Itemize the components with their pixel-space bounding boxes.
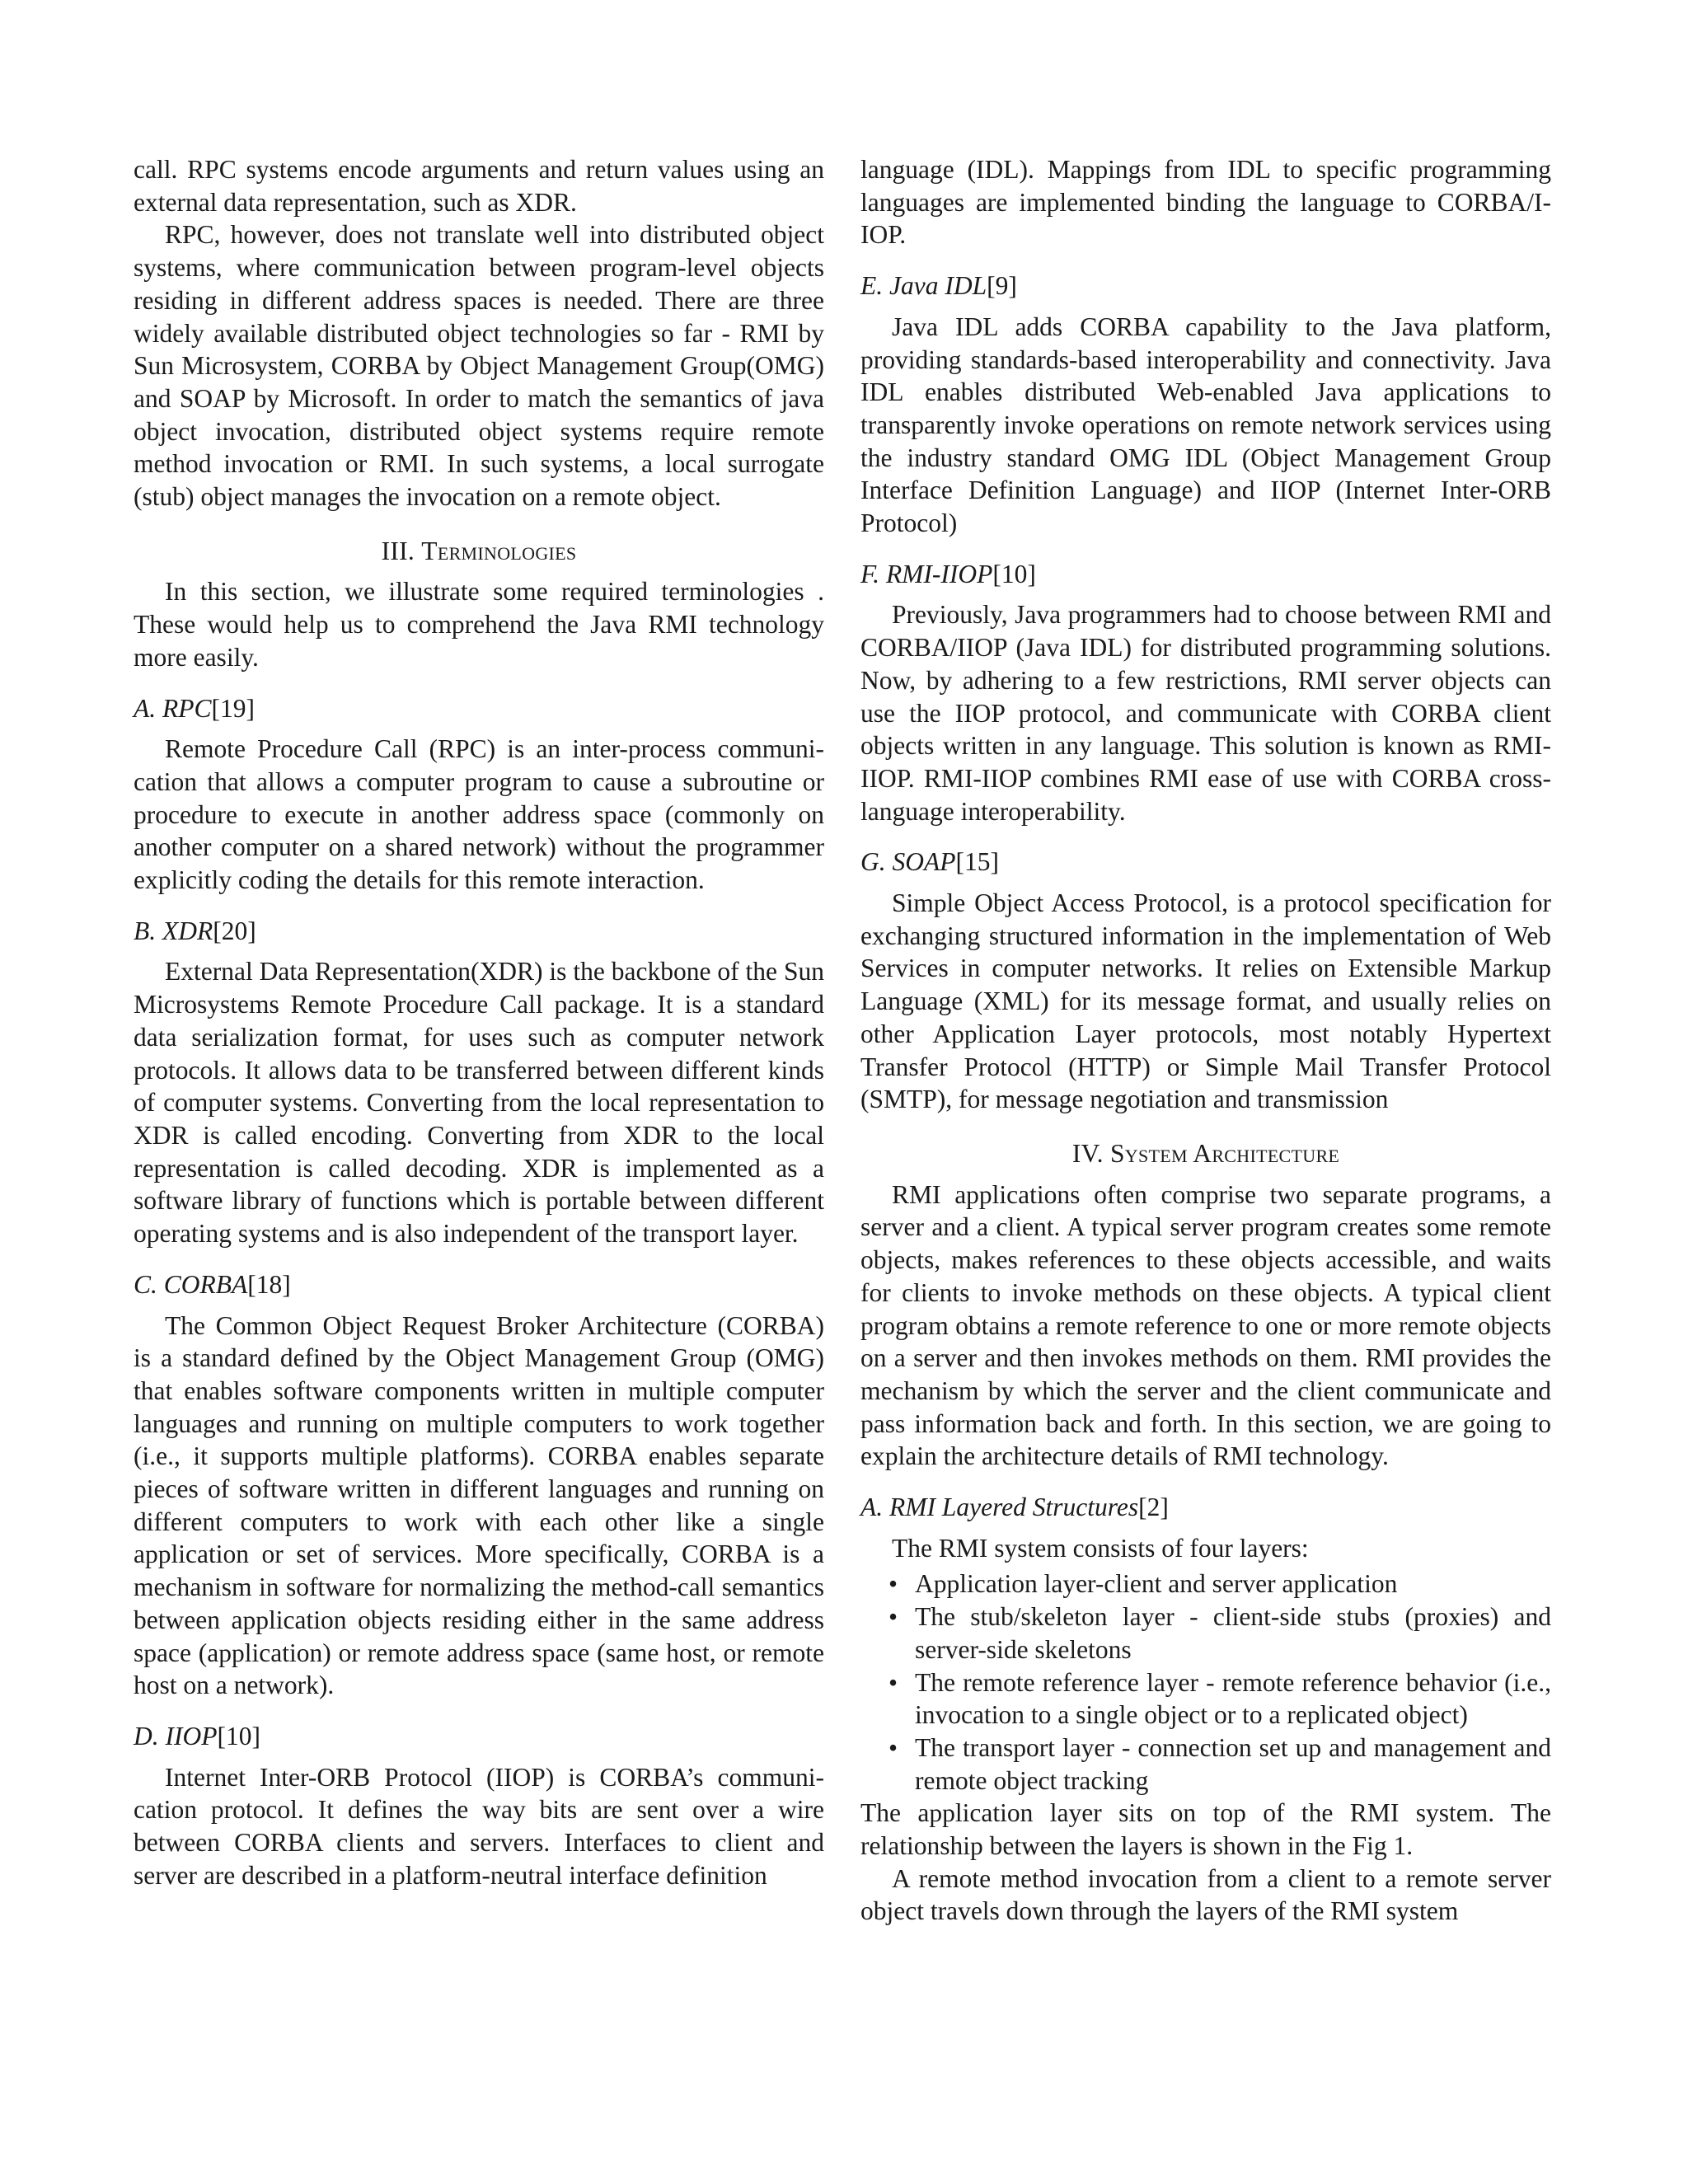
citation: [10] — [217, 1721, 260, 1750]
citation: [2] — [1138, 1493, 1169, 1522]
layers-after: The application layer sits on top of the RMI system. The relationship between the layers is shown in the Fig 1. — [860, 1798, 1551, 1861]
left-column — [134, 153, 824, 2032]
subsection-name: IIOP — [165, 1721, 218, 1750]
continued-paragraph: language (IDL). Mappings from IDL to specific programming languages are implemented binding the language to CORBA/I-IOP. — [860, 155, 1551, 250]
subsection-label: F. — [860, 559, 880, 588]
subsection-name: RMI Layered Structures — [889, 1493, 1139, 1522]
subsection-name: RMI-IIOP — [885, 559, 993, 588]
subsection-label: A. — [860, 1493, 884, 1522]
section-heading-terminologies — [134, 535, 824, 568]
subsection-text-soap: Simple Object Access Protocol, is a protocol specification for exchanging structured information in the implementation of Web Services in computer networks. It relies on Extensible Markup Language (XML) for its message format, and usually relies on other Application Layer protocols, most notably Hypertext Transfer Protocol (HTTP) or Simple Mail Transfer Protocol (SMTP), for message negotiation and transmission — [860, 888, 1551, 1114]
subsection-label: G. — [860, 847, 886, 877]
section-number: III. — [381, 536, 415, 565]
subsection-name: SOAP — [892, 847, 956, 877]
section-heading-system-architecture — [860, 1137, 1551, 1170]
subsection-text-corba: The Common Object Request Broker Architecture (CORBA) is a standard defined by the Object Management Group (OMG) that enables software components written in multiple computer languages and running on multiple computers to work together (i.e., it supports multiple platforms). CORBA enables separate pieces of software written in different languages and running on different computers to work with each other like a single application or set of services. More specifically, CORBA is a mechanism in software for normalizing the method-call semantics between application objects residing either in the same address space (application) or remote address space (same host, or remote host on a network). — [134, 1310, 824, 1700]
subsection-label: C. — [134, 1269, 157, 1299]
citation: [20] — [213, 916, 256, 945]
subsection-label: D. — [134, 1721, 159, 1750]
list-item: • The remote reference layer - remote reference behavior (i.e., invocation to a single object or to a replicated object) — [860, 1666, 1551, 1732]
citation: [19] — [211, 693, 255, 723]
subsection-heading-rpc — [134, 692, 824, 725]
subsection-heading-iiop — [134, 1720, 824, 1753]
subsection-label: A. — [134, 693, 157, 723]
citation: [9] — [987, 271, 1017, 301]
subsection-heading-soap — [860, 846, 1551, 879]
section-number: IV. — [1071, 1138, 1104, 1168]
subsection-name: Java IDL — [889, 271, 987, 301]
subsection-label: B. — [134, 916, 157, 945]
intro-paragraph-2: RPC, however, does not translate well into distributed object systems, where communication between program-level objects residing in different address spaces is needed. There are three widely available distributed object technologies so far - RMI by Sun Microsystem, CORBA by Object Management Group(OMG) and SOAP by Microsoft. In order to match the semantics of java object invocation, distributed object systems require remote method invocation or RMI. In such systems, a local surrogate (stub) object manages the invocation on a remote object. — [134, 220, 824, 512]
subsection-label: E. — [860, 271, 884, 301]
citation: [18] — [247, 1269, 291, 1299]
section-title: System Architecture — [1109, 1138, 1340, 1168]
subsection-text-java-idl: Java IDL adds CORBA capability to the Java platform, providing standards-based interoperability and connectivity. Java IDL enables distributed Web-enabled Java applications to transparently invoke operations on remote network services using the industry standard OMG IDL (Object Management Group Interface Definition Language) and IIOP (Internet Inter-ORB Protocol) — [860, 312, 1551, 538]
subsection-heading-xdr — [134, 915, 824, 948]
subsection-text-rpc: Remote Procedure Call (RPC) is an inter-process communication that allows a computer program to cause a subroutine or procedure to execute in another address space (commonly on another computer on a shared network) without the programmer explicitly coding the details for this remote interaction. — [134, 734, 824, 895]
citation: [10] — [992, 559, 1036, 588]
intro-paragraph-1: call. RPC systems encode arguments and return values using an external data representation, such as XDR. — [134, 155, 824, 217]
subsection-name: RPC — [162, 693, 212, 723]
subsection-text-rmi-iiop: Previously, Java programmers had to choose between RMI and CORBA/IIOP (Java IDL) for distributed programming solutions. Now, by adhering to a few restrictions, RMI server objects can use the IIOP protocol, and communicate with CORBA client objects written in any language. This solution is known as RMI-IIOP. RMI-IIOP combines RMI ease of use with CORBA cross-language interoperability. — [860, 600, 1551, 826]
list-item: • Application layer-client and server application — [860, 1568, 1551, 1601]
paper-page — [134, 153, 1551, 2032]
section-intro: In this section, we illustrate some required terminologies . These would help us to comprehend the Java RMI technology more easily. — [134, 577, 824, 672]
layers-last: A remote method invocation from a client to a remote server object travels down through the layers of the RMI system — [860, 1863, 1551, 1926]
section-title: Terminologies — [421, 536, 577, 565]
subsection-text-xdr: External Data Representation(XDR) is the backbone of the Sun Microsystems Remote Procedure Call package. It is a standard data serialization format, for uses such as computer network protocols. It allows data to be transferred between different kinds of computer systems. Converting from the local representation to XDR is called encoding. Converting from XDR to the local representation is called decoding. XDR is implemented as a software library of functions which is portable between different operating systems and is also independent of the transport layer. — [134, 957, 824, 1249]
subsection-name: XDR — [162, 916, 213, 945]
subsection-heading-java-idl — [860, 269, 1551, 302]
list-item: • The transport layer - connection set up and management and remote object tracking — [860, 1732, 1551, 1797]
subsection-name: CORBA — [163, 1269, 248, 1299]
list-item: • The stub/skeleton layer - client-side stubs (proxies) and server-side skeletons — [860, 1601, 1551, 1666]
subsection-heading-rmi-iiop — [860, 558, 1551, 591]
layers-list — [860, 1568, 1551, 1797]
citation: [15] — [955, 847, 999, 877]
right-column — [860, 153, 1551, 2032]
layers-lead: The RMI system consists of four layers: — [892, 1533, 1309, 1563]
subsection-text-iiop: Internet Inter-ORB Protocol (IIOP) is CORBA’s communication protocol. It defines the way bits are sent over a wire between CORBA clients and servers. Interfaces to client and server are described in a platform-neutral interface definition — [134, 1762, 824, 1890]
subsection-heading-corba — [134, 1268, 824, 1301]
subsection-heading-rmi-layered — [860, 1491, 1551, 1524]
section-intro: RMI applications often comprise two separate programs, a server and a client. A typical server program creates some remote objects, makes references to these objects accessible, and waits for clients to invoke methods on these objects. A typical client program obtains a remote reference to one or more remote objects on a server and then invokes methods on them. RMI provides the mechanism by which the server and the client communicate and pass information back and forth. In this section, we are going to explain the architecture details of RMI technology. — [860, 1179, 1551, 1471]
